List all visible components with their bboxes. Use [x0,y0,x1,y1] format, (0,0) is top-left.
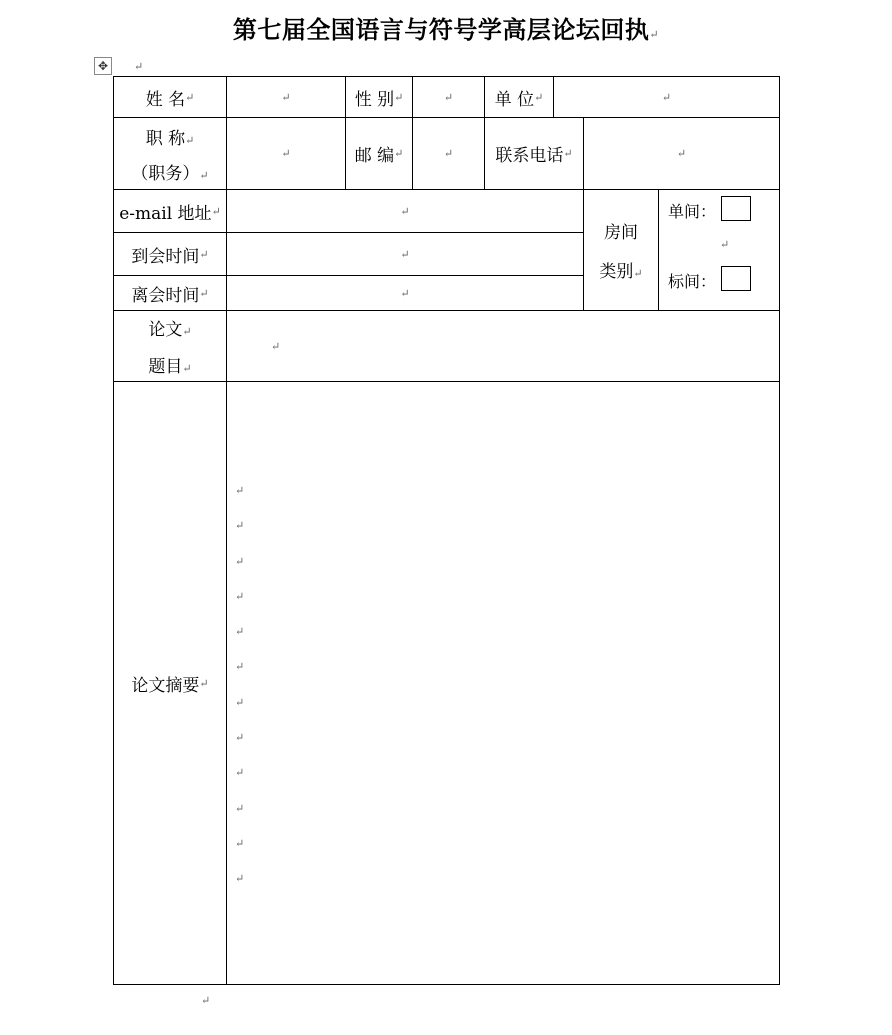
title-label-cell [113,117,227,190]
paragraph-mark: ↵ [235,589,245,603]
paragraph-mark: ↵ [676,147,687,160]
paragraph-mark: ↵ [271,339,281,353]
paragraph-mark: ↵ [235,554,245,568]
paragraph-mark: ↵ [199,247,209,261]
unit-field[interactable] [553,76,780,118]
paragraph-mark: ↵ [235,519,245,533]
gender-label-cell [345,76,413,118]
paragraph-mark: ↵ [534,90,544,104]
abstract-label: 论文摘要 [131,675,200,696]
form-title [0,10,892,45]
paragraph-mark: ↵ [201,994,211,1007]
email-label: e-mail 地址 [119,203,212,224]
paragraph-mark: ↵ [182,362,192,375]
standard-room-label: 标间： [668,272,717,291]
room-type-label-line1: 房间 [604,223,638,243]
form-title-text: 第七届全国语言与符号学高层论坛回执 [232,15,650,44]
paragraph-mark: ↵ [394,90,404,104]
paragraph-mark: ↵ [394,147,404,160]
phone-label: 联系电话 [495,146,564,166]
single-room-checkbox[interactable] [721,196,751,221]
paragraph-mark: ↵ [633,267,643,280]
unit-label: 单 位 [494,89,535,110]
name-field[interactable] [226,76,346,118]
paragraph-mark: ↵ [235,731,245,745]
paragraph-mark: ↵ [649,28,660,41]
title-field[interactable] [226,117,346,190]
standard-room-checkbox[interactable] [721,266,751,291]
paragraph-mark: ↵ [443,90,454,104]
departure-label: 离会时间 [131,285,200,306]
arrival-label-cell [113,232,227,276]
departure-field[interactable] [226,275,584,311]
paragraph-mark: ↵ [661,90,672,104]
paragraph-mark: ↵ [182,325,192,338]
paragraph-mark: ↵ [185,133,195,147]
arrival-field[interactable] [226,232,584,276]
phone-field[interactable] [583,117,780,190]
title-label-line1: 职 称 [145,128,186,149]
paragraph-mark: ↵ [235,660,245,674]
paper-title-field[interactable] [226,310,780,382]
postcode-label: 邮 编 [354,146,395,166]
paragraph-mark: ↵ [199,168,209,182]
gender-field[interactable] [412,76,485,118]
paragraph-mark: ↵ [400,247,410,261]
room-type-label-line2: 类别 [599,262,634,282]
paragraph-mark: ↵ [443,147,454,160]
paragraph-mark: ↵ [199,676,209,690]
paper-title-label-cell [113,310,227,382]
arrival-label: 到会时间 [131,246,200,267]
abstract-field[interactable] [226,381,780,985]
email-field[interactable] [226,189,584,233]
paragraph-mark: ↵ [235,836,245,850]
abstract-paragraph-marks [235,484,244,908]
phone-label-cell [484,117,584,190]
paragraph-mark: ↵ [235,695,245,709]
single-room-label: 单间： [668,202,717,221]
email-label-cell [113,189,227,233]
paragraph-mark: ↵ [185,90,195,104]
departure-label-cell [113,275,227,311]
abstract-label-cell [113,381,227,985]
room-type-label-cell [583,189,659,311]
paragraph-mark: ↵ [563,147,573,160]
paper-title-label-line1: 论文 [148,320,183,340]
paragraph-mark: ↵ [281,90,291,104]
paper-title-label-line2: 题目 [148,357,183,377]
table-move-handle-icon[interactable]: ✥ [94,57,112,75]
gender-label: 性 别 [354,89,395,110]
paragraph-mark: ↵ [720,238,730,251]
paragraph-mark: ↵ [235,766,245,780]
postcode-field[interactable] [412,117,485,190]
paragraph-mark: ↵ [134,60,144,73]
paragraph-mark: ↵ [400,204,410,218]
name-label-cell [113,76,227,118]
paragraph-mark: ↵ [235,484,245,497]
title-label-line2: （职务） [131,163,200,184]
name-label: 姓 名 [145,89,186,110]
paragraph-mark: ↵ [235,625,245,639]
paragraph-mark: ↵ [235,801,245,815]
paragraph-mark: ↵ [400,286,410,300]
postcode-label-cell [345,117,413,190]
unit-label-cell [484,76,554,118]
paragraph-mark: ↵ [199,286,209,300]
paragraph-mark: ↵ [281,147,291,160]
paragraph-mark: ↵ [211,204,221,218]
paragraph-mark: ↵ [235,872,245,886]
